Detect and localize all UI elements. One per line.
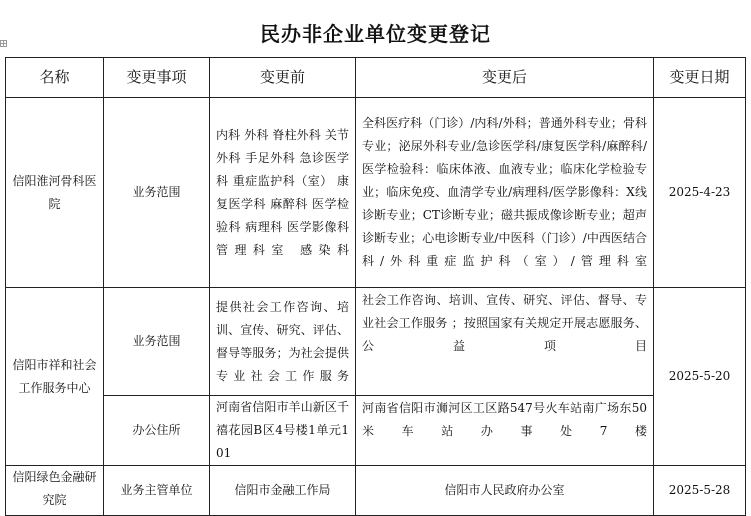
cell-name: 信阳绿色金融研究院 xyxy=(6,466,104,516)
cell-item: 业务主管单位 xyxy=(104,466,210,516)
cell-after: 社会工作咨询、培训、宣传、研究、评估、督导、专业社会工作服务 ；按照国家有关规定开展志愿服务、公益项目 xyxy=(356,288,654,396)
cell-after: 信阳市人民政府办公室 xyxy=(356,466,654,516)
cell-after: 河南省信阳市浉河区工区路547号火车站南广场东50米车站办事处7楼 xyxy=(356,396,654,466)
table-anchor-icon[interactable] xyxy=(0,40,7,47)
cell-item: 业务范围 xyxy=(104,98,210,288)
header-before: 变更前 xyxy=(210,58,356,98)
cell-item: 业务范围 xyxy=(104,288,210,396)
cell-before: 内科 外科 脊柱外科 关节外科 手足外科 急诊医学科 重症监护科（室） 康复医学科 麻醉科 医学检验科 病理科 医学影像科 管理科室 感染科 xyxy=(210,98,356,288)
table-row xyxy=(6,288,746,396)
header-date: 变更日期 xyxy=(654,58,746,98)
cell-name: 信阳市祥和社会工作服务中心 xyxy=(6,288,104,466)
cell-date: 2025-4-23 xyxy=(654,98,746,288)
header-after: 变更后 xyxy=(356,58,654,98)
header-name: 名称 xyxy=(6,58,104,98)
registration-table xyxy=(5,57,746,516)
cell-after: 全科医疗科（门诊）/内科/外科；普通外科专业；骨科专业；泌尿外科专业/急诊医学科/康复医学科/麻醉科/医学检验科：临床体液、血液专业；临床化学检验专业；临床免疫、血清学专业/病理科/医学影像科：X线诊断专业；CT诊断专业；磁共振成像诊断专业；超声诊断专业；心电诊断专业/中医科（门诊）/中西医结合科/外科重症监护科（室）/管理科室 xyxy=(356,98,654,288)
cell-before: 信阳市金融工作局 xyxy=(210,466,356,516)
header-item: 变更事项 xyxy=(104,58,210,98)
cell-before: 河南省信阳市羊山新区千禧花园B区4号楼1单元101 xyxy=(210,396,356,466)
cell-item: 办公住所 xyxy=(104,396,210,466)
cell-before: 提供社会工作咨询、培训、宣传、研究、评估、督导等服务；为社会提供专业社会工作服务 xyxy=(210,288,356,396)
cell-name: 信阳淮河骨科医院 xyxy=(6,98,104,288)
cell-date: 2025-5-20 xyxy=(654,288,746,466)
table-row xyxy=(6,98,746,288)
page-title: 民办非企业单位变更登记 xyxy=(260,22,491,46)
cell-date: 2025-5-28 xyxy=(654,466,746,516)
table-row xyxy=(6,466,746,516)
table-row xyxy=(6,396,746,466)
header-row xyxy=(6,58,746,98)
